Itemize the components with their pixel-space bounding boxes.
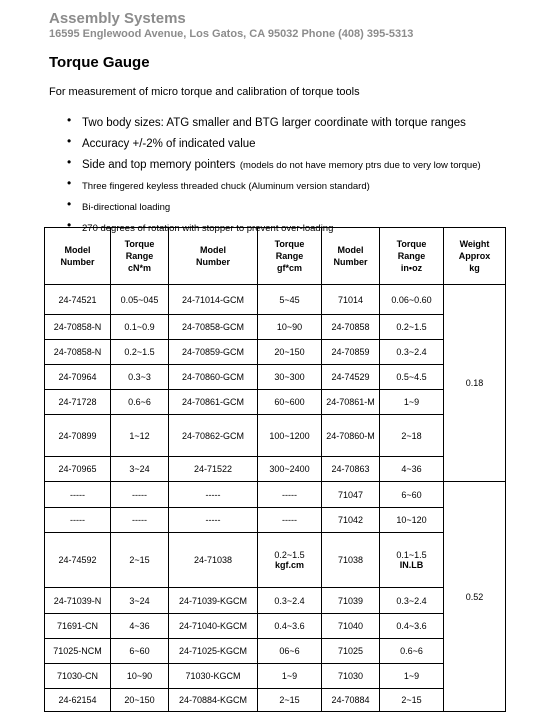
table-cell: 24-70964	[45, 365, 111, 390]
table-cell: 6~60	[380, 482, 444, 508]
table-row	[45, 689, 506, 712]
table-row	[45, 639, 506, 664]
feature-note: Bi-directional loading	[82, 202, 171, 213]
table-cell: 24-71039-KGCM	[169, 588, 258, 614]
table-cell: 24-70859-GCM	[169, 340, 258, 365]
column-header	[444, 228, 506, 285]
table-cell: 24-70859	[322, 340, 380, 365]
table-cell: 4~36	[380, 457, 444, 482]
company-address: 16595 Englewood Avenue, Los Gatos, CA 95032 Phone (408) 395-5313	[49, 28, 414, 40]
column-header-line: Number	[333, 257, 368, 267]
table-cell: 24-70861-GCM	[169, 390, 258, 415]
table-cell: 71040	[322, 614, 380, 639]
table-row	[45, 664, 506, 689]
table-cell: 100~1200	[258, 415, 322, 457]
table-cell: -----	[45, 508, 111, 533]
table-cell: 0.1~0.9	[111, 315, 169, 340]
feature-item	[67, 113, 487, 131]
table-row	[45, 457, 506, 482]
table-cell: 24-70899	[45, 415, 111, 457]
feature-note: Three fingered keyless threaded chuck (Aluminum version standard)	[82, 181, 370, 192]
column-header-line: Torque	[124, 239, 155, 249]
table-row	[45, 340, 506, 365]
table-cell: 24-70858-N	[45, 315, 111, 340]
column-header-line: kg	[469, 263, 480, 273]
table-cell: 24-74521	[45, 285, 111, 315]
table-cell: 2~15	[258, 689, 322, 712]
column-header-line: Approx	[458, 251, 491, 261]
table-cell: 0.6~6	[111, 390, 169, 415]
feature-item	[67, 197, 487, 215]
table-cell: 0.3~2.4	[380, 340, 444, 365]
table-cell: 24-74592	[45, 533, 111, 588]
table-cell: -----	[169, 508, 258, 533]
table-cell: 24-71040-KGCM	[169, 614, 258, 639]
unit-label: kgf.cm	[274, 560, 304, 570]
table-cell: 20~150	[258, 340, 322, 365]
table-cell: 0.4~3.6	[380, 614, 444, 639]
table-cell: 4~36	[111, 614, 169, 639]
table-cell: 71039	[322, 588, 380, 614]
table-cell: 0.3~2.4	[380, 588, 444, 614]
table-cell: 0.3~2.4	[258, 588, 322, 614]
feature-item	[67, 176, 487, 194]
table-cell: 3~24	[111, 457, 169, 482]
table-cell: 24-70860-M	[322, 415, 380, 457]
table-cell: 24-71014-GCM	[169, 285, 258, 315]
column-header-line: Number	[60, 257, 95, 267]
table-cell: 0.06~0.60	[380, 285, 444, 315]
table-cell: 10~90	[258, 315, 322, 340]
table-cell: 71030	[322, 664, 380, 689]
table-cell: 20~150	[111, 689, 169, 712]
feature-text: Accuracy +/-2% of indicated value	[82, 138, 256, 150]
table-cell: 71030-CN	[45, 664, 111, 689]
table-cell: 1~9	[380, 390, 444, 415]
table-cell: 3~24	[111, 588, 169, 614]
table-header-row	[45, 228, 506, 285]
column-header-line: Range	[397, 251, 426, 261]
table-cell: 24-70965	[45, 457, 111, 482]
table-cell: 0.05~045	[111, 285, 169, 315]
table-cell: 24-71039-N	[45, 588, 111, 614]
table-cell: 0.3~3	[111, 365, 169, 390]
feature-list	[67, 113, 487, 236]
table-row	[45, 482, 506, 508]
table-row	[45, 365, 506, 390]
column-header-line: in•oz	[400, 263, 423, 273]
column-header-line: Model	[64, 245, 91, 255]
table-row	[45, 588, 506, 614]
feature-text: Side and top memory pointers	[82, 159, 236, 171]
column-header-line: Torque	[274, 239, 305, 249]
table-cell: 24-62154	[45, 689, 111, 712]
column-header	[45, 228, 111, 285]
column-header	[322, 228, 380, 285]
table-cell: 0.2~1.5	[380, 315, 444, 340]
table-cell: 24-70858-N	[45, 340, 111, 365]
table-cell: 24-71522	[169, 457, 258, 482]
table-row	[45, 614, 506, 639]
feature-note: (models do not have memory ptrs due to very low torque)	[239, 160, 481, 171]
column-header-line: Number	[195, 257, 230, 267]
table-cell: 71025	[322, 639, 380, 664]
table-cell: 10~120	[380, 508, 444, 533]
column-header-line: Model	[200, 245, 226, 255]
table-cell: -----	[169, 482, 258, 508]
column-header-line: Range	[125, 251, 154, 261]
company-name: Assembly Systems	[49, 10, 186, 27]
column-header-line: Weight	[459, 239, 490, 249]
table-row	[45, 315, 506, 340]
table-cell: 2~15	[111, 533, 169, 588]
table-cell: 0.2~1.5 kgf.cm	[258, 533, 322, 588]
table-cell: 0.1~1.5 IN.LB	[380, 533, 444, 588]
table-row	[45, 285, 506, 315]
table-cell: 0.5~4.5	[380, 365, 444, 390]
table-cell: 71014	[322, 285, 380, 315]
column-header	[169, 228, 258, 285]
feature-note: 270 degrees of rotation with stopper to prevent over-loading	[82, 223, 334, 234]
table-body	[45, 285, 506, 712]
table-cell: 24-71025-KGCM	[169, 639, 258, 664]
table-row	[45, 533, 506, 588]
table-cell: 24-70860-GCM	[169, 365, 258, 390]
table-cell: 24-70861-M	[322, 390, 380, 415]
table-cell: 0.2~1.5	[111, 340, 169, 365]
table-cell: 1~12	[111, 415, 169, 457]
table-cell: 06~6	[258, 639, 322, 664]
table-cell: 24-70858	[322, 315, 380, 340]
table-cell: 2~15	[380, 689, 444, 712]
table-cell: 24-70884-KGCM	[169, 689, 258, 712]
page-title: Torque Gauge	[49, 54, 150, 71]
weight-cell: 0.52	[444, 482, 506, 712]
table-cell: 24-70862-GCM	[169, 415, 258, 457]
table-cell: -----	[45, 482, 111, 508]
table-cell: 30~300	[258, 365, 322, 390]
feature-item	[67, 134, 487, 152]
column-header-line: Range	[275, 251, 304, 261]
column-header-line: gf*cm	[276, 263, 302, 273]
table-cell: 1~9	[258, 664, 322, 689]
table-cell: 24-70858-GCM	[169, 315, 258, 340]
weight-cell: 0.18	[444, 285, 506, 482]
table-cell: 2~18	[380, 415, 444, 457]
table-cell: 71047	[322, 482, 380, 508]
table-cell: 0.6~6	[380, 639, 444, 664]
table-cell: 60~600	[258, 390, 322, 415]
table-cell: 24-71038	[169, 533, 258, 588]
table-cell: -----	[258, 508, 322, 533]
table-cell: 0.4~3.6	[258, 614, 322, 639]
table-cell: 6~60	[111, 639, 169, 664]
table-cell: 24-71728	[45, 390, 111, 415]
table-row	[45, 508, 506, 533]
column-header-line: cN*m	[127, 263, 151, 273]
table-cell: 71691-CN	[45, 614, 111, 639]
feature-text: Two body sizes: ATG smaller and BTG larger coordinate with torque ranges	[82, 117, 466, 129]
column-header-line: Torque	[396, 239, 427, 249]
table-cell: -----	[111, 508, 169, 533]
intro-text: For measurement of micro torque and calibration of torque tools	[49, 86, 360, 98]
table-cell: 24-70884	[322, 689, 380, 712]
table-cell: 71025-NCM	[45, 639, 111, 664]
column-header	[258, 228, 322, 285]
table-cell: 300~2400	[258, 457, 322, 482]
table-cell: 71030-KGCM	[169, 664, 258, 689]
table-cell: 71042	[322, 508, 380, 533]
table-cell: 71038	[322, 533, 380, 588]
table-cell: -----	[111, 482, 169, 508]
table-cell: 1~9	[380, 664, 444, 689]
column-header-line: Model	[337, 245, 364, 255]
table-cell: 5~45	[258, 285, 322, 315]
table-cell: 10~90	[111, 664, 169, 689]
table-cell: -----	[258, 482, 322, 508]
table-cell: 24-74529	[322, 365, 380, 390]
table-row	[45, 415, 506, 457]
torque-spec-table	[44, 227, 506, 712]
table-cell: 24-70863	[322, 457, 380, 482]
column-header	[380, 228, 444, 285]
feature-item	[67, 155, 487, 173]
unit-label: IN.LB	[399, 560, 424, 570]
column-header	[111, 228, 169, 285]
table-row	[45, 390, 506, 415]
